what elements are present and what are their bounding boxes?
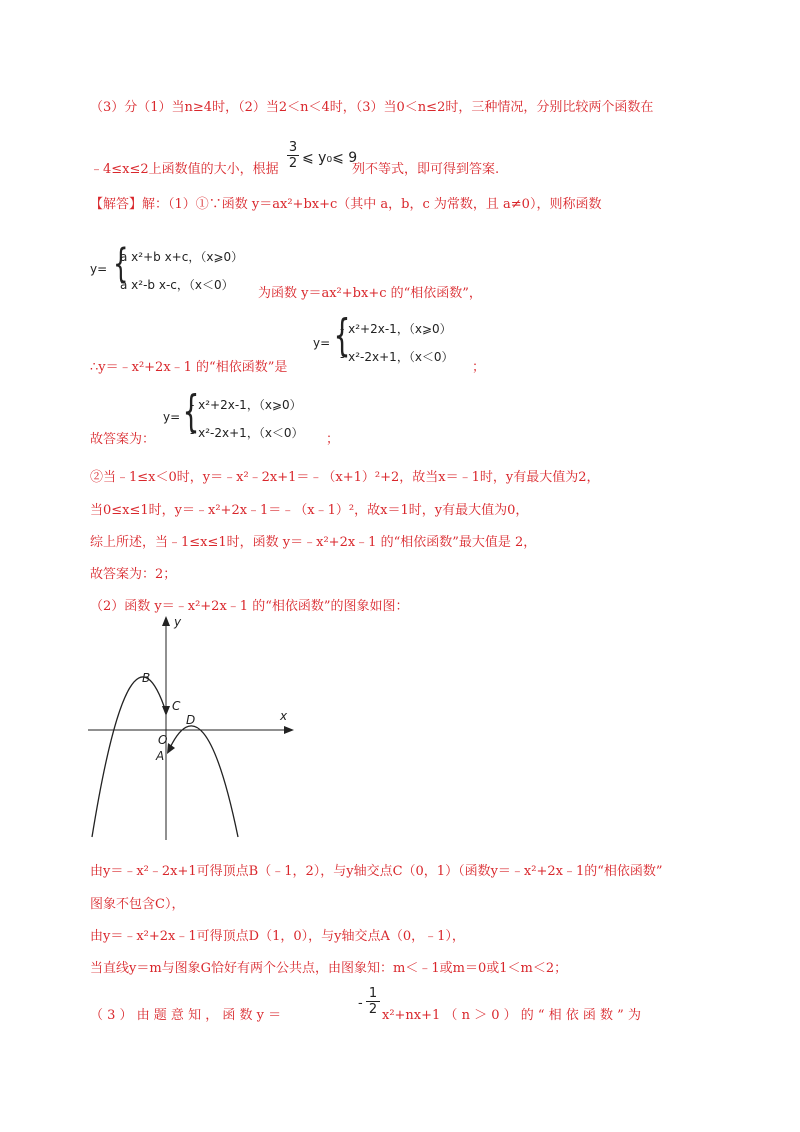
text-line-14: 由y＝﹣x²+2x﹣1可得顶点D（1，0），与y轴交点A（0，﹣1）， (90, 929, 465, 944)
text-line-8: 当0≤x≤1时，y＝﹣x²+2x﹣1＝﹣（x﹣1）²，故x＝1时，y有最大值为0， (90, 503, 529, 518)
piecewise-1-case-b: a x²-b x-c，（x＜0） (120, 278, 234, 292)
brace-3: { (182, 386, 200, 437)
piecewise-1-case-a: a x²+b x+c，（x⩾0） (120, 250, 244, 264)
text-line-6-pre: 故答案为： (90, 432, 156, 447)
y-axis-arrow (162, 616, 170, 626)
text-line-2-pre: ﹣4≤x≤2上函数值的大小，根据 (90, 162, 279, 177)
text-line-7: ②当﹣1≤x＜0时，y＝﹣x²﹣2x+1＝﹣（x+1）²+2，故当x＝﹣1时，y有最大值为2， (90, 470, 600, 485)
x-axis-label: x (280, 709, 288, 723)
point-label-a: A (156, 749, 165, 763)
piecewise-2-case-b: - x²-2x+1，（x＜0） (340, 350, 454, 364)
function-graph (88, 612, 298, 842)
piecewise-2-case-a: - x²+2x-1，（x⩾0） (340, 322, 452, 336)
fraction-2-numerator: 1 (368, 986, 378, 1001)
text-line-5-post: ； (472, 360, 486, 375)
fraction-numerator: 3 (288, 140, 298, 155)
piecewise-1-y: y= (90, 262, 108, 276)
text-line-15: 当直线y＝m与图象G恰好有两个公共点，由图象知：m＜﹣1或m＝0或1＜m＜2； (90, 961, 568, 976)
curve-left-parabola (92, 677, 166, 837)
text-line-9: 综上所述，当﹣1≤x≤1时，函数 y＝﹣x²+2x﹣1 的“相依函数”最大值是 2， (90, 535, 537, 550)
x-axis-arrow (284, 726, 294, 734)
fraction-2-denominator: 2 (366, 1001, 380, 1017)
piecewise-3-case-b: - x²-2x+1，（x＜0） (190, 426, 304, 440)
y-axis-label: y (174, 615, 182, 629)
piecewise-3-case-a: - x²+2x-1，（x⩾0） (190, 398, 302, 412)
point-label-d: D (186, 713, 196, 727)
open-arrow-c (162, 706, 170, 716)
text-line-16-mid: x²+nx+1 （ n ＞ 0 ） 的 “ 相 依 函 数 ” 为 (382, 1008, 641, 1023)
inequality-y0: ⩽ y₀⩽ 9 (302, 150, 358, 166)
point-label-c: C (172, 699, 181, 713)
text-line-5-pre: ∴y＝﹣x²+2x﹣1 的“相依函数”是 (90, 360, 288, 375)
fraction-denominator: 2 (288, 156, 298, 171)
point-label-b: B (142, 671, 151, 685)
text-line-16-pre: （ 3 ） 由 题 意 知 ， 函 数 y ＝ (90, 1008, 282, 1023)
answer-intro: 解：（1）①∵函数 y＝ax²+bx+c（其中 a，b，c 为常数，且 a≠0），则称函数 (142, 197, 602, 212)
text-line-6-post: ； (326, 432, 340, 447)
text-line-11: （2）函数 y＝﹣x²+2x﹣1 的“相依函数”的图象如图： (90, 599, 409, 614)
text-line-13: 图象不包含C）， (90, 897, 185, 912)
text-line-4-post: 为函数 y＝ax²+bx+c 的“相依函数”， (258, 286, 482, 301)
text-line-1: （3）分（1）当n≥4时，（2）当2＜n＜4时，（3）当0＜n≤2时，三种情况，分别比较两个函数在 (90, 100, 654, 115)
piecewise-3-y: y= (163, 410, 181, 424)
text-line-10: 故答案为：2； (90, 567, 177, 582)
fraction-neg-1-2: - 1 2 (366, 986, 380, 1017)
text-line-3 (90, 193, 601, 212)
piecewise-2-y: y= (313, 336, 331, 350)
point-label-o: O (158, 733, 168, 747)
curve-right-parabola (168, 726, 238, 837)
brace-2: { (333, 310, 351, 361)
answer-tag: 【解答】 (90, 197, 143, 212)
fraction-3-2 (287, 140, 299, 171)
text-line-12: 由y＝﹣x²﹣2x+1可得顶点B（﹣1，2），与y轴交点C（0，1）（函数y＝﹣x²+2x﹣1的“相依函数” (90, 864, 663, 879)
brace-1: { (113, 241, 129, 287)
text-line-2-post: 列不等式，即可得到答案. (352, 162, 500, 177)
